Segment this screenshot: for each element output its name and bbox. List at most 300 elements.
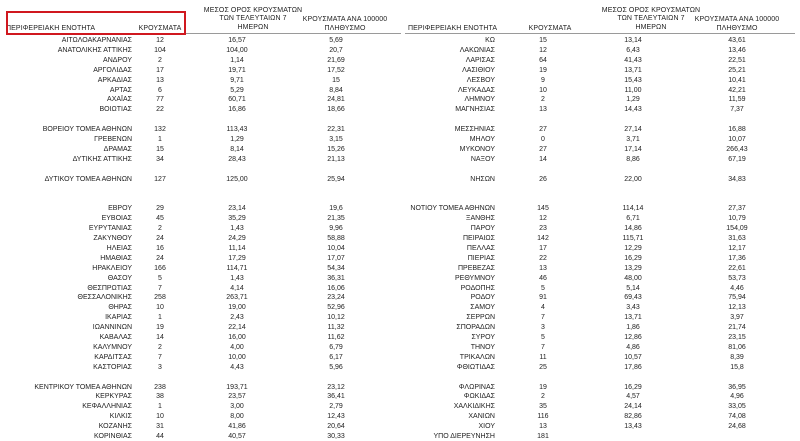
avg7-cell: 3,71 (626, 136, 640, 143)
table-row (0, 204, 400, 213)
cases-cell: 1 (158, 314, 162, 322)
avg7-cell: 27,14 (624, 126, 642, 134)
per100k-cell: 3,97 (730, 314, 744, 322)
avg7-cell: 4,00 (230, 343, 244, 351)
table-row (0, 224, 400, 233)
cases-cell: 2 (158, 225, 162, 233)
region-name-cell: ΑΡΤΑΣ (109, 86, 132, 94)
region-name-cell: ΚΙΛΚΙΣ (109, 413, 132, 421)
table-row (400, 402, 800, 411)
per100k-cell: 8,39 (730, 353, 744, 361)
avg7-cell: 6,71 (626, 215, 640, 223)
header-region-left: ΠΕΡΙΦΕΡΕΙΑΚΗ ΕΝΟΤΗΤΑ (6, 25, 96, 32)
region-name-cell: ΚΟΡΙΝΘΙΑΣ (94, 433, 132, 440)
per100k-cell: 25,21 (728, 66, 746, 74)
table-row (0, 56, 400, 65)
per100k-cell: 36,95 (728, 383, 746, 391)
region-name-cell: ΛΕΥΚΑΔΑΣ (457, 86, 495, 94)
per100k-cell: 19,6 (329, 205, 343, 213)
per100k-cell: 11,32 (327, 324, 345, 332)
table-row (0, 363, 400, 372)
region-name-cell: ΔΡΑΜΑΣ (103, 145, 132, 153)
header-avg7-line3: ΗΜΕΡΩΝ (635, 24, 667, 31)
cases-cell: 127 (154, 175, 166, 183)
table-row (400, 383, 800, 392)
cases-cell: 91 (539, 294, 547, 302)
avg7-cell: 9,71 (230, 76, 244, 84)
header-per100k-right (682, 16, 792, 33)
avg7-cell: 10,00 (228, 353, 246, 361)
region-name-cell: ΗΛΕΙΑΣ (106, 244, 132, 252)
table-row (400, 125, 800, 134)
avg7-cell: 41,86 (228, 423, 246, 431)
region-name-cell: ΛΕΣΒΟΥ (466, 76, 495, 84)
region-name-cell: ΕΒΡΟΥ (108, 205, 132, 213)
avg7-cell: 3,00 (230, 403, 244, 411)
avg7-cell: 19,00 (228, 304, 246, 312)
table-row (400, 323, 800, 332)
avg7-cell: 1,29 (230, 136, 244, 143)
cases-cell: 22 (156, 106, 164, 114)
region-name-cell: ΜΗΛΟΥ (469, 136, 495, 143)
table-row (0, 244, 400, 253)
cases-cell: 142 (537, 235, 549, 242)
per100k-cell: 4,46 (730, 284, 744, 292)
cases-cell: 19 (539, 66, 547, 74)
cases-cell: 14 (539, 155, 547, 163)
table-row (400, 115, 800, 124)
cases-cell: 238 (154, 383, 166, 391)
table-row (400, 392, 800, 401)
table-row (400, 244, 800, 253)
per100k-cell: 10,79 (728, 215, 746, 223)
avg7-cell: 28,43 (228, 155, 246, 163)
per100k-cell: 7,37 (730, 106, 744, 114)
cases-cell: 13 (539, 264, 547, 272)
cases-cell: 5 (541, 284, 545, 292)
avg7-cell: 14,86 (624, 225, 642, 233)
region-name-cell: ΡΟΔΟΠΗΣ (460, 284, 495, 292)
table-row (0, 105, 400, 114)
per100k-cell: 2,79 (329, 403, 343, 411)
cases-cell: 12 (539, 46, 547, 54)
region-name-cell: ΞΑΝΘΗΣ (465, 215, 495, 223)
avg7-cell: 60,71 (228, 96, 246, 104)
avg7-cell: 4,43 (230, 363, 244, 371)
table-row (0, 36, 400, 45)
per100k-cell: 12,13 (728, 304, 746, 312)
region-name-cell: ΣΑΜΟΥ (470, 304, 495, 312)
per100k-cell: 5,96 (329, 363, 343, 371)
table-row (400, 313, 800, 322)
region-name-cell: ΡΕΘΥΜΝΟΥ (454, 274, 495, 282)
region-name-cell: ΑΡΓΟΛΙΔΑΣ (93, 66, 132, 74)
region-name-cell: ΠΙΕΡΙΑΣ (467, 254, 495, 262)
table-row (0, 422, 400, 431)
table-row (0, 76, 400, 85)
table-row (400, 165, 800, 174)
cases-cell: 13 (539, 106, 547, 114)
per100k-cell: 15,8 (730, 363, 744, 371)
avg7-cell: 114,71 (226, 264, 248, 272)
table-row (0, 254, 400, 263)
table-row (0, 175, 400, 184)
region-name-cell: ΔΥΤΙΚΗΣ ΑΤΤΙΚΗΣ (72, 155, 132, 163)
header-per100k-line1: ΚΡΟΥΣΜΑΤΑ ΑΝΑ 100000 (694, 16, 780, 23)
header-avg7-line1: ΜΕΣΟΣ ΟΡΟΣ ΚΡΟΥΣΜΑΤΩΝ (203, 7, 303, 14)
table-row (0, 264, 400, 273)
per100k-cell: 43,61 (728, 37, 746, 44)
cases-cell: 27 (539, 126, 547, 134)
per100k-cell: 36,41 (327, 393, 345, 401)
avg7-cell: 14,43 (624, 106, 642, 114)
cases-cell: 17 (539, 244, 547, 252)
cases-cell: 15 (156, 145, 164, 153)
region-name-cell: ΒΟΙΩΤΙΑΣ (99, 106, 132, 114)
avg7-cell: 2,43 (230, 314, 244, 322)
per100k-cell: 17,36 (728, 254, 746, 262)
cases-cell: 19 (156, 324, 164, 332)
table-row (400, 155, 800, 164)
per100k-cell: 10,12 (327, 314, 345, 322)
region-name-cell: ΣΥΡΟΥ (471, 334, 495, 341)
table-row (0, 284, 400, 293)
avg7-cell: 24,14 (624, 403, 642, 411)
per100k-cell: 3,15 (329, 136, 343, 143)
table-row (400, 214, 800, 223)
per100k-cell: 20,64 (327, 423, 345, 431)
table-row (400, 145, 800, 154)
cases-cell: 19 (539, 383, 547, 391)
region-name-cell: ΜΑΓΝΗΣΙΑΣ (455, 106, 495, 114)
region-name-cell: ΠΕΛΛΑΣ (466, 244, 495, 252)
avg7-cell: 263,71 (226, 294, 248, 302)
cases-cell: 45 (156, 215, 164, 223)
region-name-cell: ΠΡΕΒΕΖΑΣ (457, 264, 495, 272)
table-row (0, 165, 400, 174)
avg7-cell: 12,29 (624, 244, 642, 252)
table-row (0, 145, 400, 154)
table-row (400, 254, 800, 263)
region-name-cell: ΚΕΡΚΥΡΑΣ (95, 393, 132, 401)
table-row (0, 125, 400, 134)
avg7-cell: 22,14 (228, 324, 246, 332)
per100k-cell: 23,12 (327, 383, 345, 391)
table-row (400, 224, 800, 233)
cases-cell: 46 (539, 274, 547, 282)
avg7-cell: 13,14 (624, 37, 642, 44)
header-per100k-line2: ΠΛΗΘΥΣΜΟ (716, 25, 758, 32)
per100k-cell: 74,08 (728, 413, 746, 421)
cases-cell: 6 (158, 86, 162, 94)
table-row (0, 135, 400, 144)
table-row (400, 432, 800, 441)
table-row (400, 105, 800, 114)
table-row (0, 303, 400, 312)
region-name-cell: ΗΜΑΘΙΑΣ (100, 254, 132, 262)
per100k-cell: 31,63 (728, 235, 746, 242)
cases-cell: 2 (541, 96, 545, 104)
table-row (400, 343, 800, 352)
table-row (400, 293, 800, 302)
per100k-cell: 4,96 (730, 393, 744, 401)
per100k-cell: 10,41 (728, 76, 746, 84)
avg7-cell: 8,86 (626, 155, 640, 163)
avg7-cell: 16,86 (228, 106, 246, 114)
table-row (400, 204, 800, 213)
table-row (400, 264, 800, 273)
avg7-cell: 1,29 (626, 96, 640, 104)
avg7-cell: 4,57 (626, 393, 640, 401)
region-name-cell: ΘΕΣΣΑΛΟΝΙΚΗΣ (77, 294, 132, 302)
avg7-cell: 125,00 (226, 175, 248, 183)
cases-cell: 7 (541, 343, 545, 351)
per100k-cell: 11,62 (327, 334, 345, 341)
table-row (0, 333, 400, 342)
cases-cell: 17 (156, 66, 164, 74)
cases-cell: 25 (539, 363, 547, 371)
region-name-cell: ΜΥΚΟΝΟΥ (459, 145, 495, 153)
cases-cell: 258 (154, 294, 166, 302)
cases-cell: 1 (158, 403, 162, 411)
table-row (400, 36, 800, 45)
avg7-cell: 115,71 (622, 235, 644, 242)
per100k-cell: 154,09 (726, 225, 748, 233)
table-row (400, 422, 800, 431)
table-row (400, 363, 800, 372)
avg7-cell: 1,43 (230, 225, 244, 233)
region-name-cell: ΦΩΚΙΔΑΣ (463, 393, 495, 401)
per100k-cell: 42,21 (728, 86, 746, 94)
avg7-cell: 16,29 (624, 383, 642, 391)
table-row (400, 373, 800, 382)
region-name-cell: ΚΕΝΤΡΙΚΟΥ ΤΟΜΕΑ ΑΘΗΝΩΝ (34, 383, 132, 391)
avg7-cell: 6,43 (626, 46, 640, 54)
table-row (0, 86, 400, 95)
region-name-cell: ΦΘΙΩΤΙΔΑΣ (456, 363, 495, 371)
avg7-cell: 22,00 (624, 175, 642, 183)
avg7-cell: 48,00 (624, 274, 642, 282)
avg7-cell: 3,43 (626, 304, 640, 312)
region-name-cell: ΚΟΖΑΝΗΣ (98, 423, 132, 431)
table-row (400, 303, 800, 312)
table-row (0, 383, 400, 392)
table-row (400, 76, 800, 85)
region-name-cell: ΘΕΣΠΡΩΤΙΑΣ (87, 284, 132, 292)
region-name-cell: ΘΗΡΑΣ (108, 304, 132, 312)
cases-cell: 10 (539, 86, 547, 94)
per100k-cell: 5,69 (329, 37, 343, 44)
per100k-cell: 54,34 (327, 264, 345, 272)
region-name-cell: ΣΠΟΡΑΔΩΝ (456, 324, 495, 332)
header-cases-left: ΚΡΟΥΣΜΑΤΑ (138, 25, 182, 32)
table-row (0, 353, 400, 362)
per100k-cell: 17,52 (327, 66, 345, 74)
per100k-cell: 34,83 (728, 175, 746, 183)
table-row (0, 313, 400, 322)
table-row (400, 353, 800, 362)
cases-cell: 10 (156, 304, 164, 312)
avg7-cell: 13,43 (624, 423, 642, 431)
per100k-cell: 33,05 (728, 403, 746, 411)
avg7-cell: 16,29 (624, 254, 642, 262)
table-row (0, 155, 400, 164)
region-name-cell: ΙΩΑΝΝΙΝΩΝ (92, 324, 132, 332)
table-row (0, 432, 400, 441)
header-per100k-line2: ΠΛΗΘΥΣΜΟ (324, 25, 366, 32)
avg7-cell: 1,43 (230, 274, 244, 282)
header-cases-right: ΚΡΟΥΣΜΑΤΑ (528, 25, 572, 32)
table-row (0, 274, 400, 283)
table-row (400, 86, 800, 95)
avg7-cell: 4,14 (230, 284, 244, 292)
header-avg7-line3: ΗΜΕΡΩΝ (237, 24, 269, 31)
cases-cell: 181 (537, 433, 549, 440)
cases-cell: 34 (156, 155, 164, 163)
cases-cell: 3 (158, 363, 162, 371)
table-row (0, 115, 400, 124)
table-row (0, 373, 400, 382)
avg7-cell: 17,29 (228, 254, 246, 262)
per100k-cell: 21,13 (327, 155, 345, 163)
per100k-cell: 8,84 (329, 86, 343, 94)
region-name-cell: ΕΥΡΥΤΑΝΙΑΣ (88, 225, 132, 233)
cases-cell: 0 (541, 136, 545, 143)
region-name-cell: ΒΟΡΕΙΟΥ ΤΟΜΕΑ ΑΘΗΝΩΝ (42, 126, 132, 134)
region-name-cell: ΕΥΒΟΙΑΣ (101, 215, 132, 223)
region-name-cell: ΠΑΡΟΥ (470, 225, 495, 233)
per100k-cell: 23,15 (728, 334, 746, 341)
avg7-cell: 40,57 (228, 433, 246, 440)
region-name-cell: ΚΩ (485, 37, 495, 44)
header-avg7-line2: ΤΩΝ ΤΕΛΕΥΤΑΙΩΝ 7 (219, 15, 287, 22)
region-name-cell: ΛΑΣΙΘΙΟΥ (462, 66, 495, 74)
avg7-cell: 69,43 (624, 294, 642, 302)
region-name-cell: ΠΕΙΡΑΙΩΣ (463, 235, 495, 242)
table-row (0, 323, 400, 332)
avg7-cell: 16,57 (228, 37, 246, 44)
cases-cell: 7 (158, 284, 162, 292)
table-row (400, 135, 800, 144)
avg7-cell: 41,43 (624, 56, 642, 64)
avg7-cell: 114,14 (622, 205, 644, 213)
region-name-cell: ΛΗΜΝΟΥ (464, 96, 495, 104)
header-per100k-line1: ΚΡΟΥΣΜΑΤΑ ΑΝΑ 100000 (302, 16, 388, 23)
per100k-cell: 24,81 (327, 96, 345, 104)
per100k-cell: 10,07 (728, 136, 746, 143)
region-name-cell: ΚΑΡΔΙΤΣΑΣ (94, 353, 132, 361)
per100k-cell: 6,79 (329, 343, 343, 351)
per100k-cell: 22,31 (327, 126, 345, 134)
table-row (0, 185, 400, 194)
avg7-cell: 1,14 (230, 56, 244, 64)
avg7-cell: 104,00 (226, 46, 248, 54)
cases-cell: 132 (154, 126, 166, 134)
cases-cell: 104 (154, 46, 166, 54)
cases-cell: 7 (541, 314, 545, 322)
per100k-cell: 27,37 (728, 205, 746, 213)
per100k-cell: 13,46 (728, 46, 746, 54)
region-name-cell: ΗΡΑΚΛΕΙΟΥ (92, 264, 132, 272)
header-avg7-line2: ΤΩΝ ΤΕΛΕΥΤΑΙΩΝ 7 (617, 15, 685, 22)
per100k-cell: 11,59 (728, 96, 746, 104)
avg7-cell: 35,29 (228, 215, 246, 223)
cases-cell: 23 (539, 225, 547, 233)
per100k-cell: 10,04 (327, 244, 345, 252)
per100k-cell: 18,66 (327, 106, 345, 114)
per100k-cell: 67,19 (728, 155, 746, 163)
cases-cell: 1 (158, 136, 162, 143)
cases-cell: 2 (158, 343, 162, 351)
table-row (0, 234, 400, 243)
per100k-cell: 21,35 (327, 215, 345, 223)
avg7-cell: 8,00 (230, 413, 244, 421)
avg7-cell: 11,14 (228, 244, 246, 252)
table-row (400, 284, 800, 293)
region-name-cell: ΚΕΦΑΛΛΗΝΙΑΣ (82, 403, 132, 411)
avg7-cell: 12,86 (624, 334, 642, 341)
table-row (0, 194, 400, 203)
cases-cell: 12 (156, 37, 164, 44)
region-name-cell: ΑΙΤΩΛΟΑΚΑΡΝΑΝΙΑΣ (61, 37, 132, 44)
region-name-cell: ΜΕΣΣΗΝΙΑΣ (454, 126, 495, 134)
region-name-cell: ΚΑΣΤΟΡΙΑΣ (93, 363, 132, 371)
region-name-cell: ΝΟΤΙΟΥ ΤΟΜΕΑ ΑΘΗΝΩΝ (410, 205, 495, 213)
table-row (400, 66, 800, 75)
table-row (0, 293, 400, 302)
highlight-box (6, 11, 186, 35)
cases-cell: 5 (158, 274, 162, 282)
cases-cell: 35 (539, 403, 547, 411)
cases-cell: 145 (537, 205, 549, 213)
per100k-cell: 23,24 (327, 294, 345, 302)
per100k-cell: 22,61 (728, 264, 746, 272)
avg7-cell: 1,86 (626, 324, 640, 332)
cases-cell: 77 (156, 96, 164, 104)
per100k-cell: 16,88 (728, 126, 746, 134)
region-name-cell: ΓΡΕΒΕΝΩΝ (94, 136, 132, 143)
cases-cell: 22 (539, 254, 547, 262)
table-row (400, 412, 800, 421)
region-name-cell: ΘΑΣΟΥ (107, 274, 132, 282)
avg7-cell: 8,14 (230, 145, 244, 153)
per100k-cell: 15,26 (327, 145, 345, 153)
region-name-cell: ΑΡΚΑΔΙΑΣ (97, 76, 132, 84)
avg7-cell: 15,43 (624, 76, 642, 84)
per100k-cell: 22,51 (728, 56, 746, 64)
cases-cell: 11 (539, 353, 547, 361)
cases-cell: 7 (158, 353, 162, 361)
table-row (0, 402, 400, 411)
avg7-cell: 193,71 (226, 383, 248, 391)
table-row (0, 343, 400, 352)
region-name-cell: ΔΥΤΙΚΟΥ ΤΟΜΕΑ ΑΘΗΝΩΝ (44, 175, 132, 183)
cases-cell: 13 (156, 76, 164, 84)
per100k-cell: 52,96 (327, 304, 345, 312)
cases-cell: 2 (541, 393, 545, 401)
cases-cell: 15 (539, 37, 547, 44)
avg7-cell: 23,14 (228, 205, 246, 213)
table-row (400, 274, 800, 283)
per100k-cell: 21,69 (327, 56, 345, 64)
cases-cell: 27 (539, 145, 547, 153)
cases-cell: 26 (539, 175, 547, 183)
cases-cell: 12 (539, 215, 547, 223)
avg7-cell: 13,71 (624, 66, 642, 74)
region-name-cell: ΤΗΝΟΥ (470, 343, 495, 351)
avg7-cell: 17,86 (624, 363, 642, 371)
avg7-cell: 16,00 (228, 334, 246, 341)
